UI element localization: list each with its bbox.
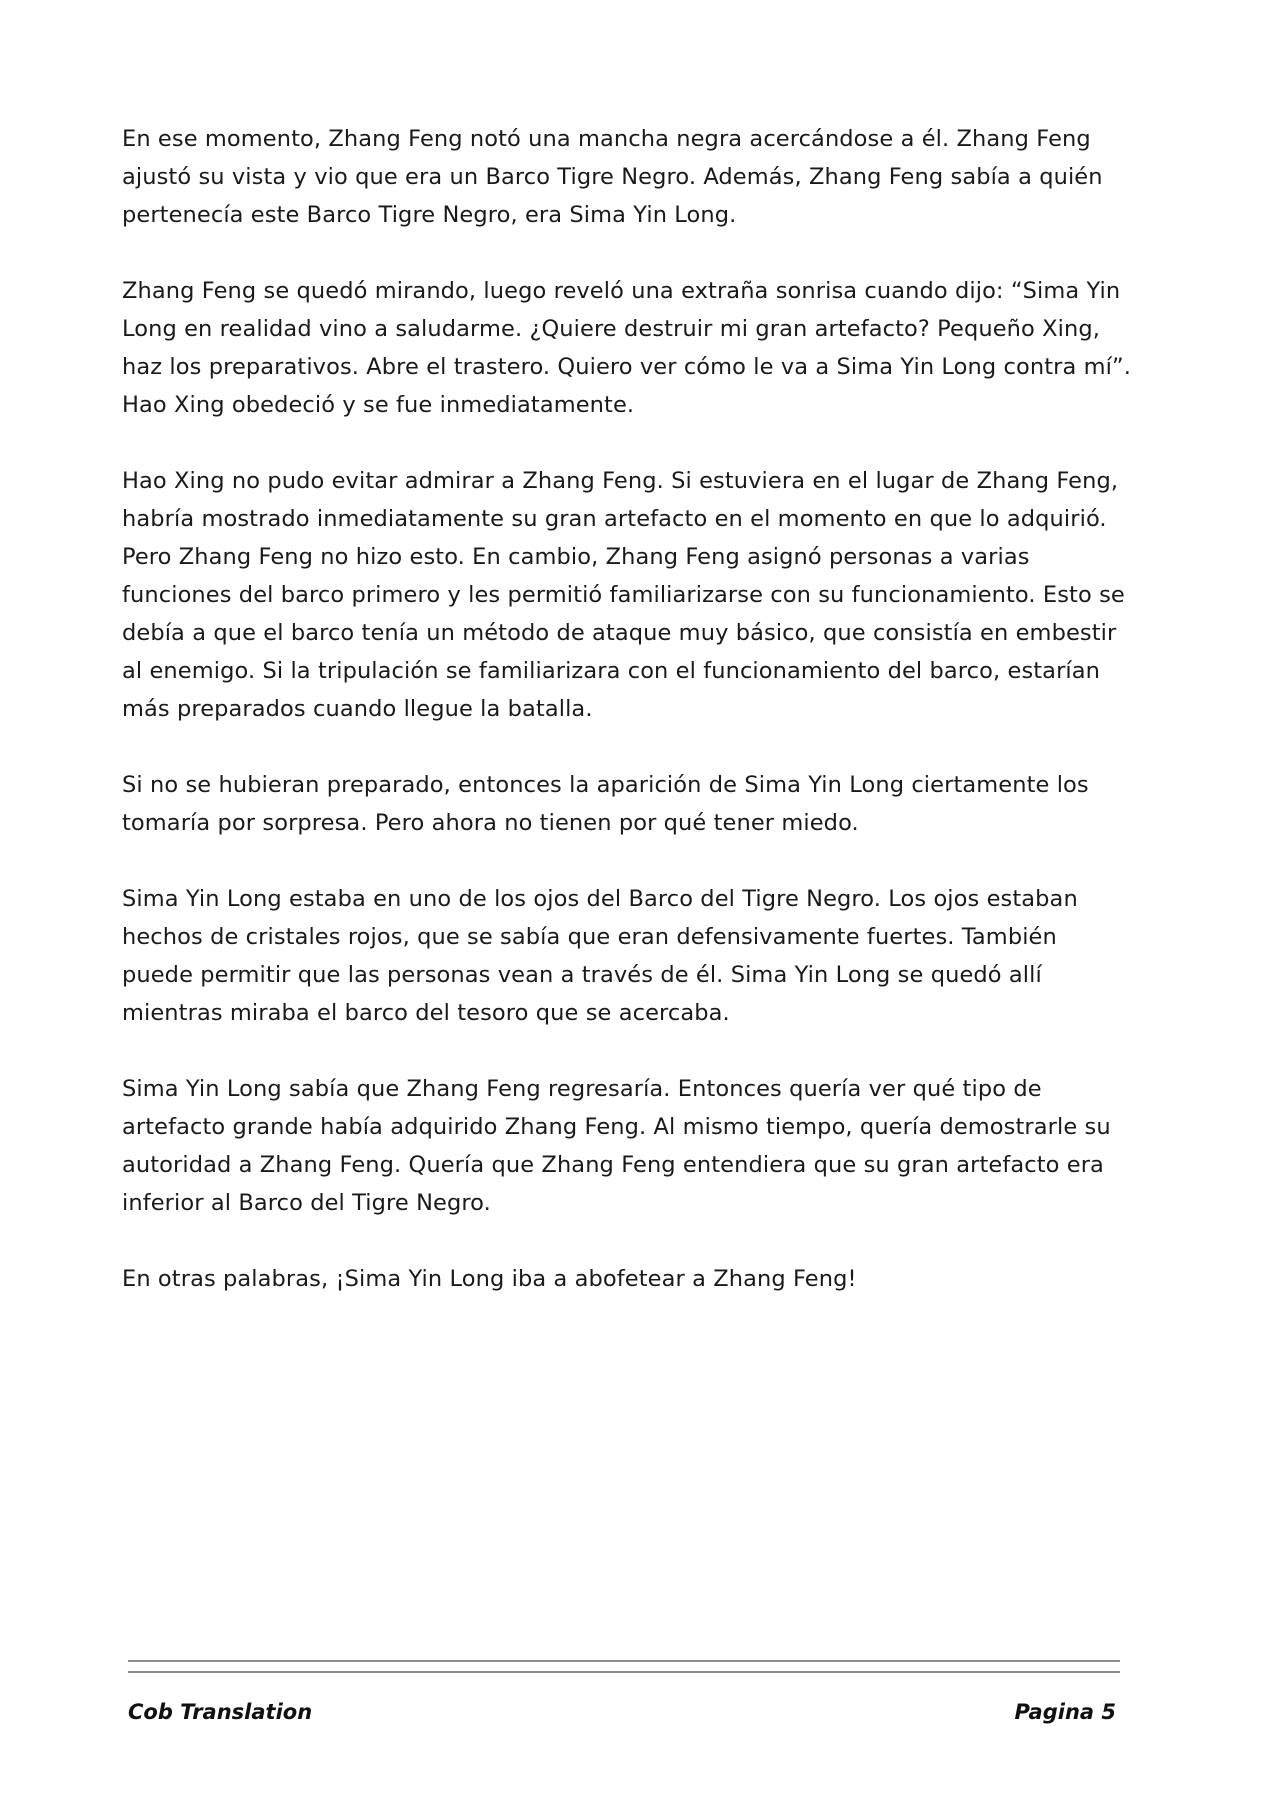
footer-divider-top [128,1660,1120,1662]
paragraph-4: Si no se hubieran preparado, entonces la aparición de Sima Yin Long ciertamente los tomaría por sorpresa. Pero ahora no tienen por qué tener miedo. [122,772,1089,836]
paragraph-6: Sima Yin Long sabía que Zhang Feng regresaría. Entonces quería ver qué tipo de artefacto grande había adquirido Zhang Feng. Al mismo tiempo, quería demostrarle su autoridad a Zhang Feng. Quería que Zhang Feng entendiera que su gran artefacto era inferior al Barco del Tigre Negro. [122,1076,1111,1216]
paragraph-2: Zhang Feng se quedó mirando, luego reveló una extraña sonrisa cuando dijo: “Sima Yin Long en realidad vino a saludarme. ¿Quiere destruir mi gran artefacto? Pequeño Xing, haz los preparativos. Abre el trastero. Quiero ver cómo le va a Sima Yin Long contra mí”. Hao Xing obedeció y se fue inmediatamente. [122,278,1132,418]
footer-divider-bottom [128,1671,1120,1673]
footer-translator-credit: Cob Translation [128,1700,313,1724]
body-text [122,120,1132,1336]
paragraph-5: Sima Yin Long estaba en uno de los ojos del Barco del Tigre Negro. Los ojos estaban hechos de cristales rojos, que se sabía que eran defensivamente fuertes. También puede permitir que las personas vean a través de él. Sima Yin Long se quedó allí mientras miraba el barco del tesoro que se acercaba. [122,886,1078,1026]
footer-page-number: Pagina 5 [1014,1700,1116,1724]
paragraph-1: En ese momento, Zhang Feng notó una mancha negra acercándose a él. Zhang Feng ajustó su vista y vio que era un Barco Tigre Negro. Además, Zhang Feng sabía a quién pertenecía este Barco Tigre Negro, era Sima Yin Long. [122,126,1103,228]
paragraph-3: Hao Xing no pudo evitar admirar a Zhang Feng. Si estuviera en el lugar de Zhang Feng, habría mostrado inmediatamente su gran artefacto en el momento en que lo adquirió. Pero Zhang Feng no hizo esto. En cambio, Zhang Feng asignó personas a varias funciones del barco primero y les permitió familiarizarse con su funcionamiento. Esto se debía a que el barco tenía un método de ataque muy básico, que consistía en embestir al enemigo. Si la tripulación se familiarizara con el funcionamiento del barco, estarían más preparados cuando llegue la batalla. [122,468,1125,722]
paragraph-7: En otras palabras, ¡Sima Yin Long iba a abofetear a Zhang Feng! [122,1266,857,1292]
